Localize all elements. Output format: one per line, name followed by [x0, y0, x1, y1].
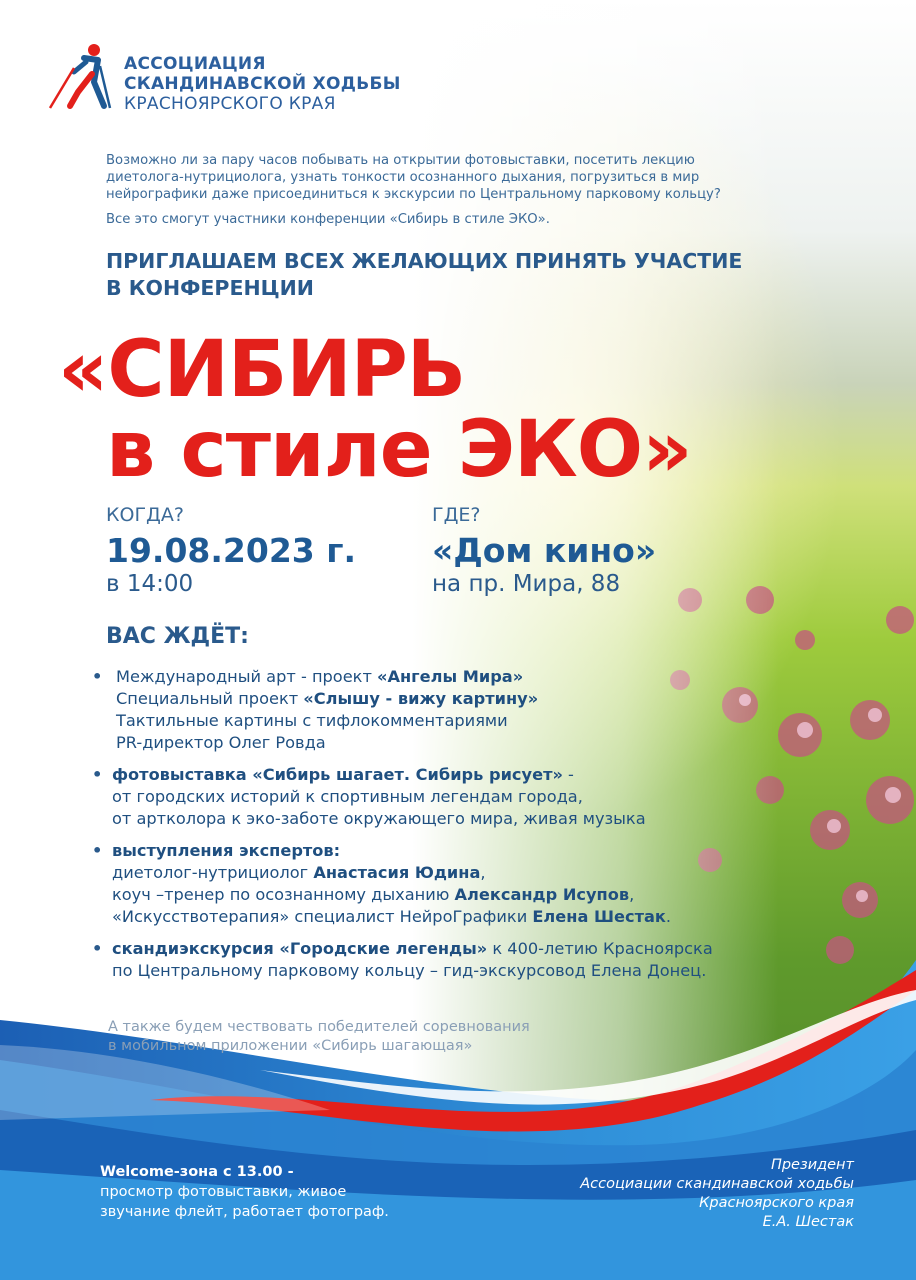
conference-title — [58, 325, 692, 495]
item4-line1 — [112, 938, 792, 960]
text: Специальный проект — [116, 689, 304, 708]
text: диетолог-нутрициолог — [112, 863, 314, 882]
text: к 400-летию Красноярска — [487, 939, 713, 958]
president-line-3: Красноярского края — [699, 1195, 854, 1211]
list-item — [92, 938, 792, 982]
where-label: ГДЕ? — [432, 504, 481, 526]
awards-line-2: в мобильном приложении «Сибирь шагающая» — [108, 1038, 473, 1054]
invite-line-2: В КОНФЕРЕНЦИИ — [106, 276, 314, 300]
item2-line2: от городских историй к спортивным легендам города, — [112, 787, 583, 806]
text: , — [480, 863, 486, 882]
nordic-walker-icon — [44, 42, 116, 114]
exhibition-name: фотовыставка «Сибирь шагает. Сибирь рисует» — [112, 765, 563, 784]
president-line-4: Е.А. Шестак — [762, 1214, 854, 1230]
president-line-1: Президент — [770, 1157, 854, 1173]
text: «Искусствотерапия» специалист НейроГрафики — [112, 907, 533, 926]
awards-note — [108, 1018, 530, 1056]
when-label: КОГДА? — [106, 504, 184, 526]
project-name: «Ангелы Мира» — [377, 667, 524, 686]
text: , — [629, 885, 635, 904]
item3-line2 — [112, 862, 792, 884]
expert-name: Анастасия Юдина — [313, 863, 481, 882]
association-logo-text — [124, 54, 401, 114]
text: . — [665, 907, 672, 926]
item4-line2: по Центральному парковому кольцу – гид-экскурсовод Елена Донец. — [112, 961, 707, 980]
welcome-line-2: просмотр фотовыставки, живое — [100, 1184, 347, 1200]
item3-line1 — [112, 840, 792, 862]
logo-line-3: КРАСНОЯРСКОГО КРАЯ — [124, 94, 336, 114]
item2-line1 — [112, 764, 792, 786]
logo-line-1: АССОЦИАЦИЯ — [124, 54, 266, 74]
welcome-line-1: Welcome-зона с 13.00 - — [100, 1164, 294, 1180]
president-signature — [514, 1156, 854, 1232]
expert-name: Александр Исупов — [454, 885, 630, 904]
intro-paragraph-1: Возможно ли за пару часов побывать на открытии фотовыставки, посетить лекцию диетолога-нутрициолога, узнать тонкости осознанного дыхания, погрузиться в мир нейрографики даже присоединиться к экскурсии по Центральному парковому кольцу? — [106, 153, 721, 202]
excursion-name: скандиэкскурсия «Городские легенды» — [112, 939, 488, 958]
list-item — [92, 840, 792, 928]
where-block — [432, 504, 656, 598]
project-name: «Слышу - вижу картину» — [303, 689, 539, 708]
welcome-zone-note — [100, 1162, 389, 1222]
event-time: в 14:00 — [106, 571, 194, 597]
when-block — [106, 504, 356, 598]
invite-line-1: ПРИГЛАШАЕМ ВСЕХ ЖЕЛАЮЩИХ ПРИНЯТЬ УЧАСТИЕ — [106, 249, 743, 273]
item3-line4 — [112, 906, 792, 928]
text: коуч –тренер по осознанному дыханию — [112, 885, 455, 904]
item1-line1 — [112, 666, 792, 688]
item3-line3 — [112, 884, 792, 906]
president-line-2: Ассоциации скандинавской ходьбы — [580, 1176, 854, 1192]
venue-address: на пр. Мира, 88 — [432, 571, 621, 597]
welcome-line-3: звучание флейт, работает фотограф. — [100, 1204, 389, 1220]
experts-heading: выступления экспертов: — [112, 841, 341, 860]
list-item — [92, 764, 792, 830]
item1-line4: PR-директор Олег Ровда — [116, 733, 326, 752]
item2-line3: от артколора к эко-заботе окружающего мира, живая музыка — [112, 809, 646, 828]
program-list — [92, 666, 792, 992]
intro-paragraph-2: Все это смогут участники конференции «Сибирь в стиле ЭКО». — [106, 212, 550, 227]
text: - — [562, 765, 574, 784]
list-item — [92, 666, 792, 754]
item1-line3: Тактильные картины с тифлокомментариями — [116, 711, 508, 730]
awards-line-1: А также будем чествовать победителей соревнования — [108, 1019, 530, 1035]
title-line-1: «СИБИРЬ — [58, 325, 466, 415]
program-heading: ВАС ЖДЁТ: — [106, 624, 249, 649]
title-line-2: в стиле ЭКО» — [106, 405, 692, 495]
invite-heading — [106, 248, 742, 302]
event-date: 19.08.2023 г. — [106, 531, 357, 570]
intro-text — [106, 152, 766, 236]
logo-line-2: СКАНДИНАВСКОЙ ХОДЬБЫ — [124, 74, 401, 94]
venue-name: «Дом кино» — [432, 531, 657, 570]
item1-line2 — [112, 688, 792, 710]
text: Международный арт - проект — [116, 667, 378, 686]
expert-name: Елена Шестак — [532, 907, 666, 926]
